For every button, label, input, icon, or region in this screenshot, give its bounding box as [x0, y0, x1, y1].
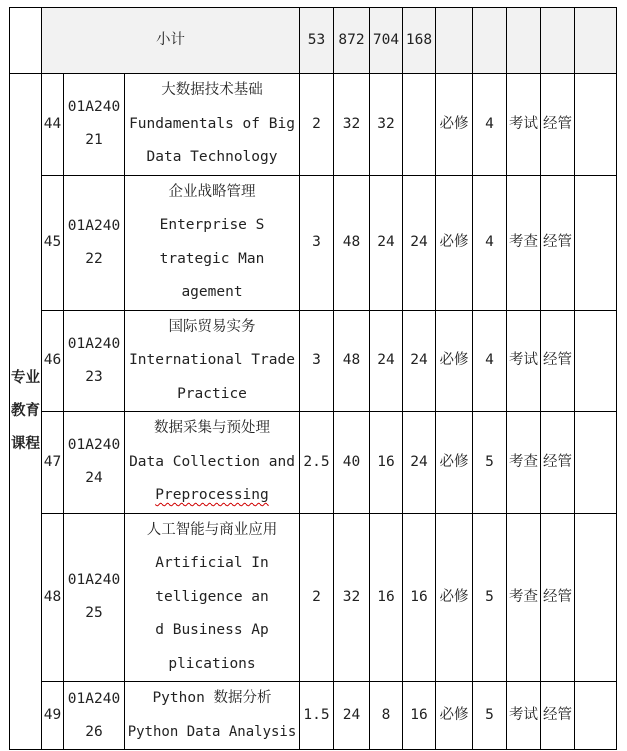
subtotal-blank-cell — [10, 8, 42, 74]
subtotal-empty-cell — [541, 8, 575, 74]
subtotal-total-hours: 872 — [334, 8, 370, 74]
course-practice-hours: 16 — [403, 682, 436, 750]
course-semester: 5 — [473, 412, 507, 514]
course-name — [125, 513, 300, 682]
table-row — [10, 513, 617, 682]
course-total-hours: 32 — [334, 74, 370, 176]
course-credits: 2 — [300, 74, 334, 176]
course-assessment: 考查 — [507, 412, 541, 514]
course-credits: 2.5 — [300, 412, 334, 514]
course-dept: 经管 — [541, 74, 575, 176]
course-total-hours: 48 — [334, 175, 370, 310]
course-table-container — [9, 7, 617, 750]
course-practice-hours: 24 — [403, 175, 436, 310]
course-theory-hours: 32 — [370, 74, 403, 176]
course-credits: 1.5 — [300, 682, 334, 750]
course-type: 必修 — [436, 682, 473, 750]
subtotal-empty-cell — [436, 8, 473, 74]
course-code: 01A24024 — [64, 412, 125, 514]
course-type: 必修 — [436, 74, 473, 176]
course-dept: 经管 — [541, 682, 575, 750]
course-name-en: Data Collection and Preprocessing — [129, 453, 295, 503]
course-remark — [575, 74, 617, 176]
course-semester: 4 — [473, 175, 507, 310]
course-name-cn: 数据采集与预处理 — [154, 420, 270, 436]
course-total-hours: 32 — [334, 513, 370, 682]
course-semester: 4 — [473, 310, 507, 412]
course-name-en: Enterprise Strategic Management — [159, 217, 265, 300]
course-name-cn: 企业战略管理 — [168, 183, 256, 200]
subtotal-credits: 53 — [300, 8, 334, 74]
course-semester: 5 — [473, 513, 507, 682]
course-practice-hours: 16 — [403, 513, 436, 682]
course-dept: 经管 — [541, 175, 575, 310]
table-row — [10, 74, 617, 176]
course-name — [125, 412, 300, 514]
course-theory-hours: 16 — [370, 513, 403, 682]
course-type: 必修 — [436, 175, 473, 310]
course-name-en: Fundamentals of Big Data Technology — [129, 115, 295, 165]
course-code: 01A24026 — [64, 682, 125, 750]
course-code: 01A24022 — [64, 175, 125, 310]
course-total-hours: 24 — [334, 682, 370, 750]
subtotal-label: 小计 — [42, 8, 300, 74]
course-code: 01A24025 — [64, 513, 125, 682]
course-seq: 47 — [42, 412, 64, 514]
course-seq: 46 — [42, 310, 64, 412]
subtotal-empty-cell — [473, 8, 507, 74]
category-cell: 专业教育课程 — [10, 74, 42, 750]
course-theory-hours: 16 — [370, 412, 403, 514]
course-name-en: International Trade Practice — [129, 352, 295, 402]
course-name — [125, 175, 300, 310]
subtotal-row — [10, 8, 617, 74]
course-remark — [575, 310, 617, 412]
course-name-cn: 人工智能与商业应用 — [146, 521, 278, 538]
course-semester: 5 — [473, 682, 507, 750]
course-name — [125, 74, 300, 176]
course-remark — [575, 513, 617, 682]
course-practice-hours: 24 — [403, 412, 436, 514]
table-row — [10, 310, 617, 412]
course-type: 必修 — [436, 513, 473, 682]
table-row — [10, 175, 617, 310]
subtotal-practice-hours: 168 — [403, 8, 436, 74]
course-theory-hours: 24 — [370, 175, 403, 310]
course-remark — [575, 175, 617, 310]
course-credits: 3 — [300, 310, 334, 412]
course-credits: 2 — [300, 513, 334, 682]
course-theory-hours: 8 — [370, 682, 403, 750]
course-type: 必修 — [436, 310, 473, 412]
course-credits: 3 — [300, 175, 334, 310]
course-theory-hours: 24 — [370, 310, 403, 412]
course-assessment: 考试 — [507, 682, 541, 750]
subtotal-empty-cell — [507, 8, 541, 74]
course-total-hours: 48 — [334, 310, 370, 412]
table-row — [10, 412, 617, 514]
course-name — [125, 310, 300, 412]
course-remark — [575, 682, 617, 750]
course-code: 01A24023 — [64, 310, 125, 412]
course-table — [9, 7, 617, 750]
course-assessment: 考查 — [507, 513, 541, 682]
course-seq: 45 — [42, 175, 64, 310]
course-name-cn: 大数据技术基础 — [161, 82, 263, 98]
course-name-en: Artificial Intelligence and Business Applications — [155, 555, 269, 672]
course-dept: 经管 — [541, 412, 575, 514]
course-remark — [575, 412, 617, 514]
course-name-cn: 国际贸易实务 — [168, 318, 256, 335]
course-type: 必修 — [436, 412, 473, 514]
course-code: 01A24021 — [64, 74, 125, 176]
course-seq: 48 — [42, 513, 64, 682]
course-practice-hours: 24 — [403, 310, 436, 412]
course-semester: 4 — [473, 74, 507, 176]
table-row — [10, 682, 617, 750]
course-assessment: 考查 — [507, 175, 541, 310]
course-dept: 经管 — [541, 513, 575, 682]
course-seq: 49 — [42, 682, 64, 750]
spellcheck-underline: Preprocessing — [155, 487, 269, 503]
course-name-en: Python Data Analysis — [127, 723, 297, 740]
course-assessment: 考试 — [507, 74, 541, 176]
course-total-hours: 40 — [334, 412, 370, 514]
subtotal-empty-cell — [575, 8, 617, 74]
course-practice-hours — [403, 74, 436, 176]
course-assessment: 考试 — [507, 310, 541, 412]
course-name — [125, 682, 300, 750]
course-dept: 经管 — [541, 310, 575, 412]
course-seq: 44 — [42, 74, 64, 176]
course-name-cn: Python 数据分析 — [152, 690, 272, 706]
subtotal-theory-hours: 704 — [370, 8, 403, 74]
